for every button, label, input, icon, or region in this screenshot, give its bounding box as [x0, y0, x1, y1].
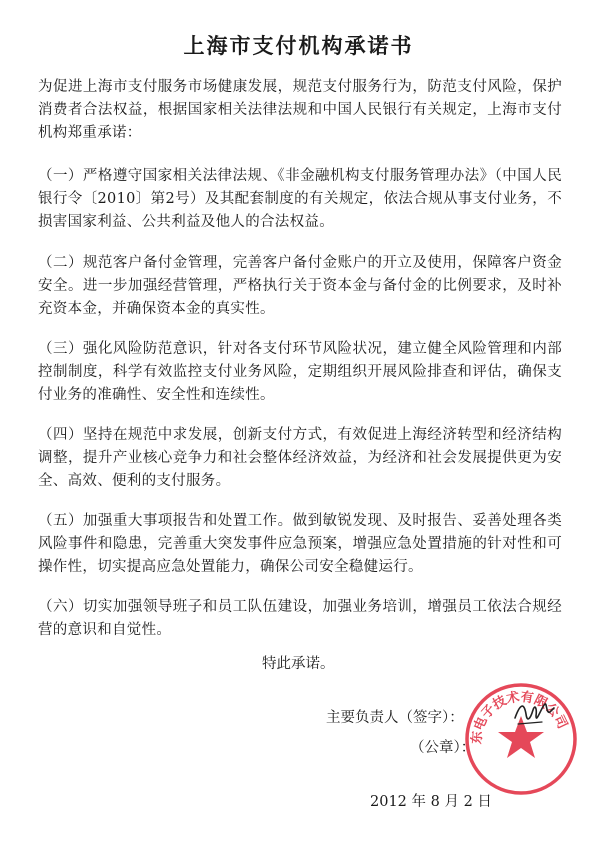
document-title: 上海市支付机构承诺书 [183, 34, 414, 58]
seal-label: （公章）： [410, 740, 476, 756]
closing-statement: 特此承诺。 [262, 656, 335, 672]
commitment-item-2: （二）规范客户备付金管理，完善客户备付金账户的开立及使用，保障客户资金安全。进一步加强经营管理，严格执行关于资本金与备付金的比例要求，及时补充资本金，并确保资本金的真实性。 [38, 255, 562, 317]
svg-text:东电子技术有限公司: 东电子技术有限公司 [469, 689, 570, 745]
commitment-item-3: （三）强化风险防范意识，针对各支付环节风险状况，建立健全风险管理和内部控制制度，科学有效监控支付业务风险，定期组织开展风险排查和评估，确保支付业务的准确性、安全性和连续性。 [38, 341, 562, 403]
commitment-item-4: （四）坚持在规范中求发展，创新支付方式，有效促进上海经济转型和经济结构调整，提升产业核心竞争力和社会整体经济效益，为经济和社会发展提供更为安全、高效、便利的支付服务。 [38, 427, 562, 489]
commitment-item-1: （一）严格遵守国家相关法律法规、《非金融机构支付服务管理办法》（中国人民银行令〔2010〕第2号）及其配套制度的有关规定，依法合规从事支付业务，不损害国家利益、公共利益及他人的合法权益。 [38, 168, 562, 230]
handwritten-signature [512, 696, 556, 730]
signing-date: 2012 年 8 月 2 日 [370, 794, 492, 810]
signature-label: 主要负责人（签字）： [326, 710, 464, 726]
intro-paragraph: 为促进上海市支付服务市场健康发展，规范支付服务行为，防范支付风险，保护消费者合法权益，根据国家相关法律法规和中国人民银行有关规定，上海市支付机构郑重承诺： [38, 79, 562, 141]
commitment-item-5: （五）加强重大事项报告和处置工作。做到敏锐发现、及时报告、妥善处理各类风险事件和隐患，完善重大突发事件应急预案，增强应急处置措施的针对性和可操作性，切实提高应急处置能力，确保公司安全稳健运行。 [38, 513, 562, 575]
commitment-item-6: （六）切实加强领导班子和员工队伍建设，加强业务培训，增强员工依法合规经营的意识和自觉性。 [38, 599, 562, 638]
